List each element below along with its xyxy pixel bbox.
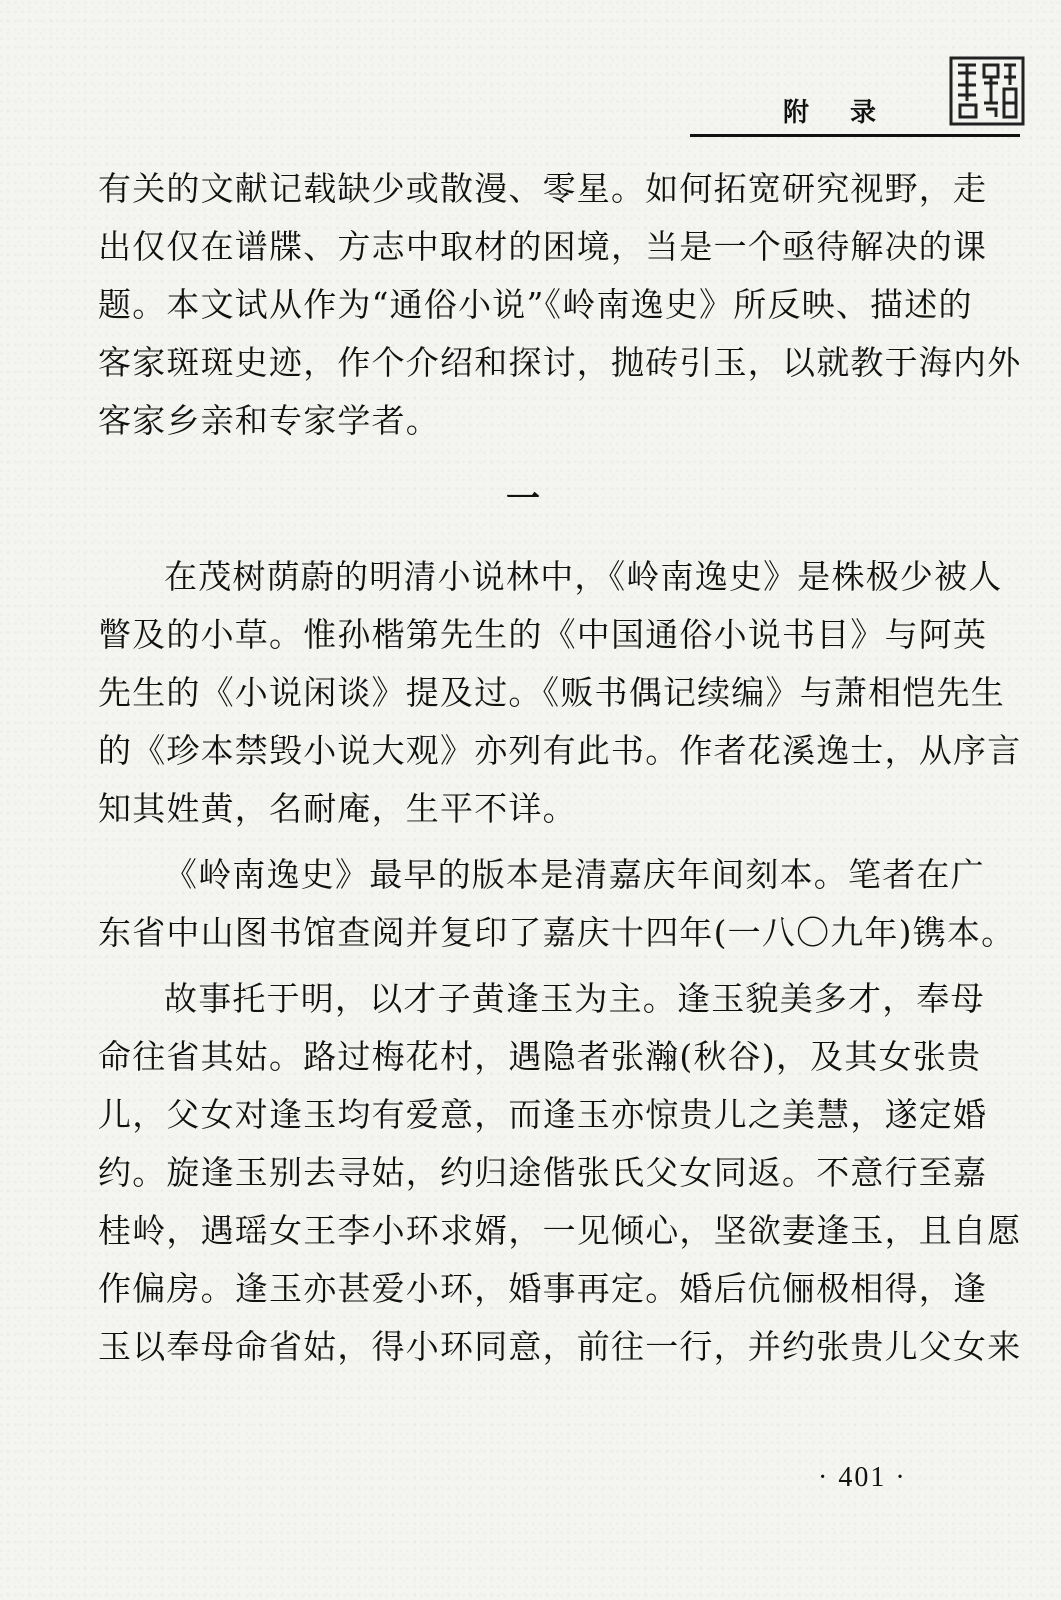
text-line: 知其姓黄，名耐庵，生平不详。 — [98, 789, 577, 828]
publisher-seal-icon — [948, 55, 1026, 127]
text-line: 玉以奉母命省姑，得小环同意，前往一行，并约张贵儿父女来 — [98, 1327, 1022, 1366]
text-line: 桂岭，遇瑶女王李小环求婿，一见倾心，坚欲妻逢玉，且自愿 — [98, 1211, 1022, 1250]
text-line: 题。本文试从作为“通俗小说”《岭南逸史》所反映、描述的 — [98, 285, 973, 324]
text-line: 命往省其姑。路过梅花村，遇隐者张瀚(秋谷)，及其女张贵 — [98, 1037, 982, 1076]
section-title: 附 录 — [782, 98, 892, 128]
text-line: 作偏房。逢玉亦甚爱小环，婚事再定。婚后伉俪极相得，逢 — [98, 1269, 988, 1308]
body-text — [98, 160, 1022, 1376]
text-line: 在茂树荫蔚的明清小说林中，《岭南逸史》是株极少被人 — [164, 557, 1003, 596]
text-line: 瞥及的小草。惟孙楷第先生的《中国通俗小说书目》与阿英 — [98, 615, 988, 654]
text-line: 客家斑斑史迹，作个介绍和探讨，抛砖引玉，以就教于海内外 — [98, 343, 1022, 382]
text-line: 《岭南逸史》最早的版本是清嘉庆年间刻本。笔者在广 — [164, 855, 985, 894]
text-line: 有关的文献记载缺少或散漫、零星。如何拓宽研究视野，走 — [98, 169, 988, 208]
text-line: 客家乡亲和专家学者。 — [98, 401, 440, 440]
text-line: 儿，父女对逢玉均有爱意，而逢玉亦惊贵儿之美慧，遂定婚 — [98, 1095, 988, 1134]
text-line: 故事托于明，以才子黄逢玉为主。逢玉貌美多才，奉母 — [164, 979, 985, 1018]
text-line: 约。旋逢玉别去寻姑，约归途偕张氏父女同返。不意行至嘉 — [98, 1153, 988, 1192]
text-line: 东省中山图书馆查阅并复印了嘉庆十四年(一八〇九年)镌本。 — [98, 913, 1016, 952]
text-line: 先生的《小说闲谈》提及过。《贩书偶记续编》与萧相恺先生 — [98, 673, 1005, 712]
section-number: 一 — [506, 479, 540, 519]
text-line: 的《珍本禁毁小说大观》亦列有此书。作者花溪逸士，从序言 — [98, 731, 1022, 770]
header-rule — [690, 134, 1020, 137]
text-line: 出仅仅在谱牒、方志中取材的困境，当是一个亟待解决的课 — [98, 227, 988, 266]
page-number: · 401 · — [818, 1462, 907, 1493]
